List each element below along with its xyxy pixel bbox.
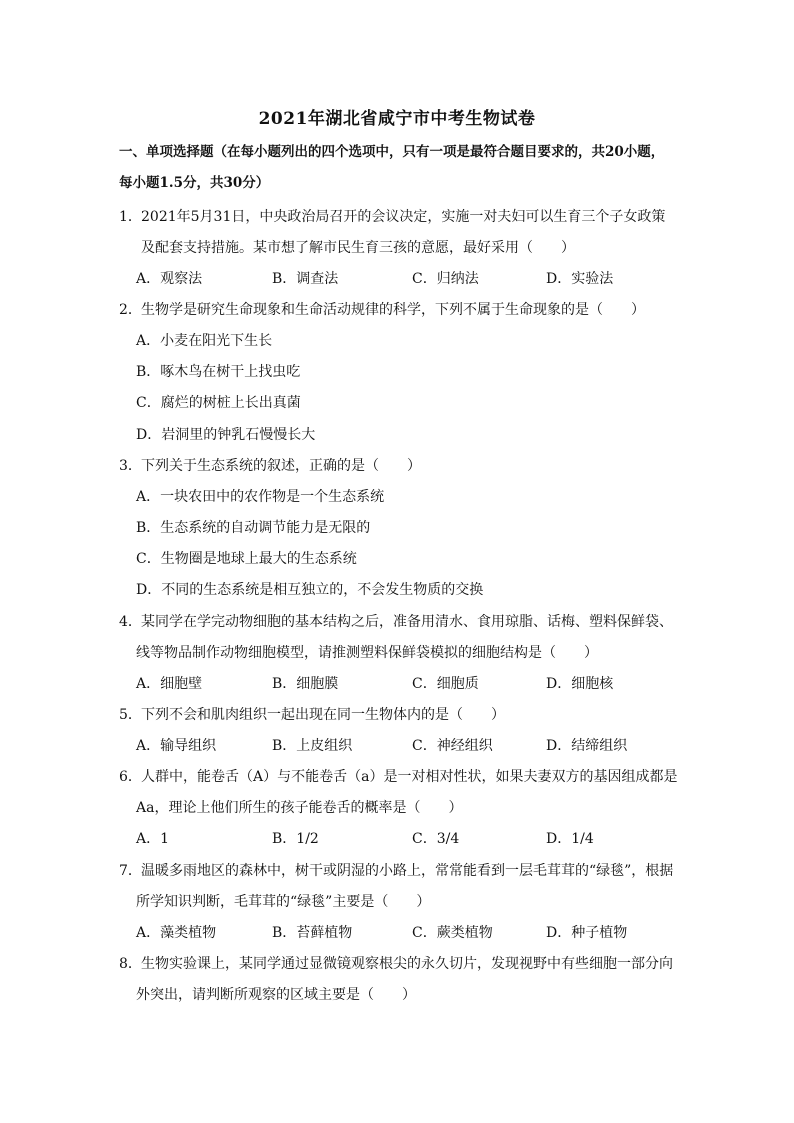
option-c: C．腐烂的树桩上长出真菌 bbox=[136, 395, 301, 411]
option-c: C．细胞质 bbox=[412, 676, 479, 692]
option-b: B．1/2 bbox=[272, 831, 319, 847]
question-text-line: 某同学在学完动物细胞的基本结构之后，准备用清水、食用琼脂、话梅、塑料保鲜袋、 bbox=[141, 614, 673, 630]
question-number: 8． bbox=[119, 956, 142, 972]
option-a: A．1 bbox=[136, 831, 170, 847]
question-number: 1． bbox=[119, 209, 142, 225]
option-d: D．实验法 bbox=[546, 271, 614, 287]
question-number: 3． bbox=[119, 458, 142, 474]
question-text-line: 2021年5月31日，中央政治局召开的会议决定，实施一对夫妇可以生育三个子女政策 bbox=[141, 209, 666, 225]
question-number: 5． bbox=[119, 707, 142, 723]
option-c: C．归纳法 bbox=[412, 271, 479, 287]
option-d: D．结缔组织 bbox=[546, 738, 628, 754]
section-heading-line-1: 一、单项选择题（在每小题列出的四个选项中，只有一项是最符合题目要求的，共20小题， bbox=[119, 144, 665, 160]
question-text-line: Aa，理论上他们所生的孩子能卷舌的概率是（ ） bbox=[136, 800, 463, 816]
section-heading-line-2: 每小题1.5分，共30分） bbox=[119, 175, 270, 191]
option-b: B．调查法 bbox=[272, 271, 339, 287]
question-text-line: 生物实验课上，某同学通过显微镜观察根尖的永久切片，发现视野中有些细胞一部分向 bbox=[141, 956, 673, 972]
question-number: 7． bbox=[119, 863, 142, 879]
question-text-line: 线等物品制作动物细胞模型，请推测塑料保鲜袋模拟的细胞结构是（ ） bbox=[136, 645, 598, 661]
option-b: B．啄木鸟在树干上找虫吃 bbox=[136, 364, 301, 380]
option-d: D．细胞核 bbox=[546, 676, 614, 692]
question-text-line: 生物学是研究生命现象和生命活动规律的科学，下列不属于生命现象的是（ ） bbox=[141, 302, 645, 318]
question-text-line: 外突出，请判断所观察的区域主要是（ ） bbox=[136, 987, 416, 1003]
question-text-line: 人群中，能卷舌（A）与不能卷舌（a）是一对相对性状，如果夫妻双方的基因组成都是 bbox=[141, 769, 678, 785]
page-title: 2021年湖北省咸宁市中考生物试卷 bbox=[258, 109, 536, 129]
option-d: D．1/4 bbox=[546, 831, 594, 847]
question-number: 4． bbox=[119, 614, 142, 630]
option-b: B．生态系统的自动调节能力是无限的 bbox=[136, 520, 371, 536]
option-b: B．细胞膜 bbox=[272, 676, 339, 692]
option-a: A．小麦在阳光下生长 bbox=[136, 333, 273, 349]
option-c: C．神经组织 bbox=[412, 738, 493, 754]
question-number: 2． bbox=[119, 302, 142, 318]
option-d: D．不同的生态系统是相互独立的，不会发生物质的交换 bbox=[136, 582, 484, 598]
question-text-line: 及配套支持措施。某市想了解市民生育三孩的意愿，最好采用（ ） bbox=[141, 240, 575, 256]
question-text-line: 下列不会和肌肉组织一起出现在同一生物体内的是（ ） bbox=[141, 707, 505, 723]
option-d: D．种子植物 bbox=[546, 925, 628, 941]
option-a: A．观察法 bbox=[136, 271, 203, 287]
option-a: A．一块农田中的农作物是一个生态系统 bbox=[136, 489, 385, 505]
option-b: B．上皮组织 bbox=[272, 738, 353, 754]
option-c: C．蕨类植物 bbox=[412, 925, 493, 941]
option-b: B．苔藓植物 bbox=[272, 925, 353, 941]
option-a: A．细胞壁 bbox=[136, 676, 203, 692]
option-a: A．藻类植物 bbox=[136, 925, 217, 941]
option-d: D．岩洞里的钟乳石慢慢长大 bbox=[136, 427, 316, 443]
option-c: C．生物圈是地球上最大的生态系统 bbox=[136, 551, 357, 567]
question-text-line: 所学知识判断，毛茸茸的“绿毯”主要是（ ） bbox=[136, 894, 431, 910]
question-number: 6． bbox=[119, 769, 142, 785]
question-text-line: 下列关于生态系统的叙述，正确的是（ ） bbox=[141, 458, 421, 474]
question-text-line: 温暖多雨地区的森林中，树干或阴湿的小路上，常常能看到一层毛茸茸的“绿毯”，根据 bbox=[141, 863, 674, 879]
option-a: A．输导组织 bbox=[136, 738, 217, 754]
option-c: C．3/4 bbox=[412, 831, 460, 847]
